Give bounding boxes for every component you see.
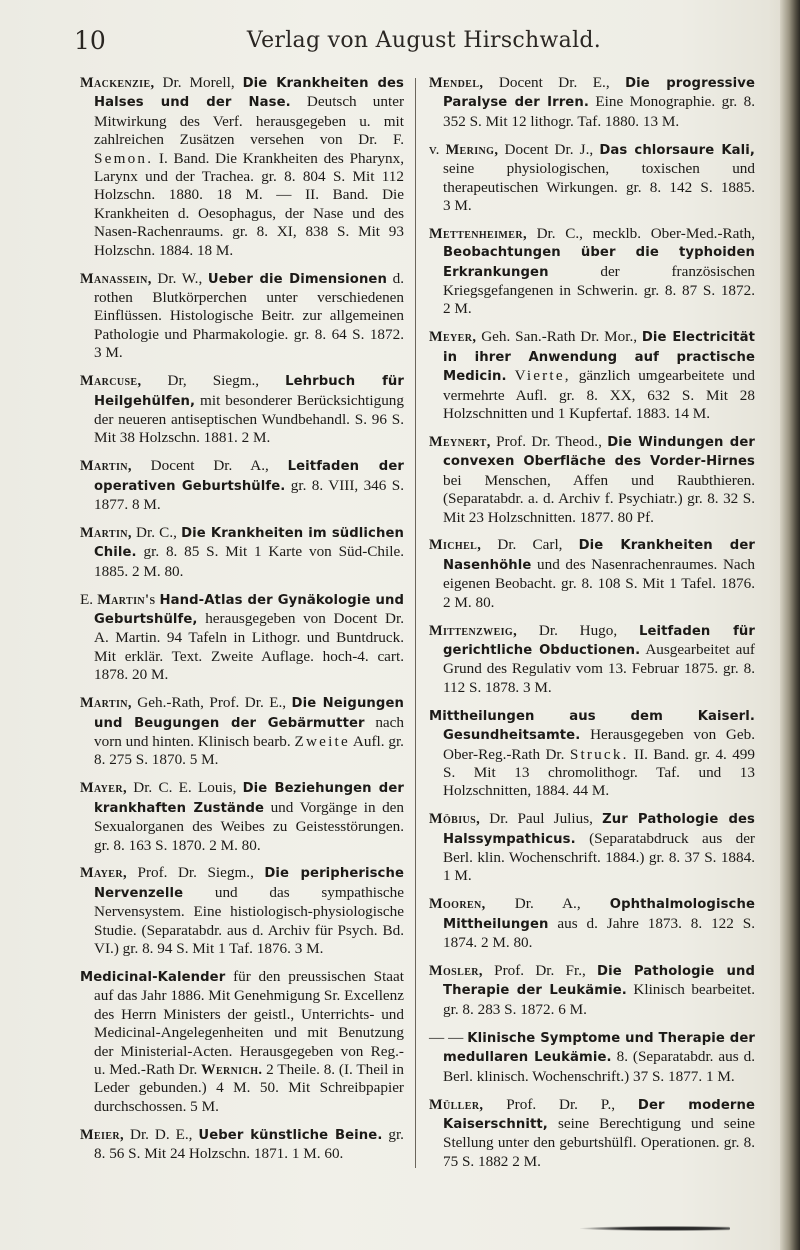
entry-text: mit besonderer Berücksichtigung der neueren antiseptischen Wundbehandl. S. 96 S. Mit 38 Holzschn. 1881. [94, 391, 404, 447]
entry-text: 8. (Separatabdr. aus d. Berl. klinisch. Wochenschrift.) 37 S. 1877. [443, 1048, 755, 1085]
entry-text: Dr. Paul Julius, [480, 810, 603, 828]
work-title: Die Beziehungen der krankhaften Zustände [94, 781, 404, 816]
catalogue-entry [429, 1096, 755, 1172]
entry-text: Geh. San.-Rath Dr. Mor., [476, 328, 642, 346]
entry-text: — — [429, 1028, 468, 1046]
price: 44 M. [572, 782, 610, 800]
entry-text: und des Nasenrachenraumes. Nach eigenen Beobacht. gr. 8. 108 S. Mit 1 Tafel. 1876. [443, 555, 755, 593]
price: 80 Pf. [617, 508, 654, 526]
price: 3 M. [443, 196, 472, 214]
entry-text: E. [80, 590, 98, 608]
work-title: Leitfaden für gerichtliche Obductionen. [443, 623, 755, 658]
price: 3 M. [94, 344, 123, 362]
entry-text: Eine Monographie. gr. 8. 352 S. Mit 12 lithogr. Taf. 1880. [443, 93, 755, 130]
entry-text: Dr. C., [131, 523, 182, 541]
entry-text: Klinisch bearbeitet. gr. 8. 283 S. 1872. [443, 981, 755, 1018]
work-title: Der moderne Kaiserschnitt, [443, 1097, 756, 1132]
price: 18 M. [196, 241, 234, 259]
price: 2 M. 80. [209, 836, 261, 854]
work-title: Leitfaden der operativen Geburtshülfe. [94, 459, 404, 494]
entry-text: Docent Dr. A., [131, 457, 288, 475]
author-name: Mayer, [80, 865, 127, 882]
work-title: Hand-Atlas der Gynäkologie und Geburtshülfe, [94, 592, 405, 628]
entry-text: aus d. Jahre 1873. 8. 122 S. 1874. [443, 914, 755, 952]
price: 2 M. [443, 300, 472, 318]
entry-text: gr. 8. 85 S. Mit 1 Karte von Süd-Chile. 1885. [94, 543, 404, 580]
entry-text: Prof. Dr. P., [483, 1095, 638, 1113]
catalogue-entry [429, 707, 755, 801]
price: 5 M. [190, 1097, 219, 1115]
catalogue-entry [80, 457, 404, 514]
entry-text: Dr. D. E., [124, 1125, 199, 1143]
column-divider [415, 78, 416, 1168]
catalogue-entry [429, 536, 755, 612]
catalogue-entry [429, 895, 755, 952]
author-name: Müller, [429, 1096, 484, 1113]
catalogue-entry [80, 864, 404, 958]
work-title: Ophthalmologische Mittheilungen [443, 897, 755, 932]
author-name: Mackenzie, [80, 75, 155, 91]
entry-text: Ausgearbeitet auf Grund des Regulativ vom 13. Februar 1875. gr. 8. 112 S. 1878. [443, 640, 755, 696]
page-number: 10 [74, 26, 106, 55]
price: 1 M. 60. [291, 1145, 344, 1163]
work-title: Die Krankheiten des Halses und der Nase. [94, 76, 405, 111]
work-title: Die Krankheiten der Nasenhöhle [443, 538, 755, 573]
author-name: Möbius, [429, 811, 481, 828]
entry-text: Dr. Morell, [154, 74, 243, 91]
work-title: Ueber künstliche Beine. [198, 1127, 383, 1143]
catalogue-entry [80, 74, 404, 260]
author-name: Meier, [80, 1126, 125, 1143]
right-column [429, 74, 755, 1181]
price: 3 M. [294, 940, 324, 958]
work-title: Medicinal-Kalender [80, 969, 226, 985]
entry-text: Aufl. gr. 8. 275 S. 1870. [94, 733, 404, 769]
entry-text: Dr. C. E. Louis, [127, 779, 243, 797]
price: 3 M. [523, 678, 552, 696]
catalogue-entry [429, 810, 755, 886]
author-name: Mering, [445, 141, 499, 158]
work-title: Die Krankheiten im südlichen Chile. [94, 525, 404, 561]
author-name: Martin's [97, 591, 156, 608]
catalogue-entry [429, 328, 755, 423]
price: 2 M. [241, 429, 271, 447]
entry-text: d. rothen Blutkörperchen unter verschiedenen Einflüssen. Histologische Beitr. zur allgemeinen Pathologie und Pharmakologie. gr. 8. 64 S. 1872. [94, 269, 405, 343]
entry-text: und das sympathische Nervensystem. Eine histiologisch-physiologische Studie. (Separatabdr. aus d. Archiv für Psych. Bd. VI.) gr. 8. 94 S. Mit 1 Taf. 1876. [94, 883, 404, 958]
entry-text: II. Band. gr. 4. 499 S. Mit 13 chromolithogr. Taf. und 13 Holzschnitten, 1884. [443, 745, 755, 800]
author-name: Mittenzweig, [429, 622, 518, 639]
catalogue-entry [429, 962, 755, 1019]
entry-text: (Separatabdruck aus der Berl. klin. Wochenschrift. 1884.) gr. 8. 37 S. 1884. [443, 829, 755, 867]
catalogue-entry [429, 141, 755, 216]
work-title: Klinische Symptome und Therapie der medullaren Leukämie. [443, 1030, 755, 1066]
entry-text: Prof. Dr. Fr., [482, 962, 598, 980]
entry-text: Geh.-Rath, Prof. Dr. E., [131, 694, 292, 712]
work-title: Das chlorsaure Kali, [599, 142, 755, 158]
entry-text: gänzlich umgearbeitete und vermehrte Aufl. gr. 8. XX, 632 S. Mit 28 Holzschnitten und 1 Kupfertaf. 1883. [443, 367, 755, 422]
entry-text: Dr. Carl, [481, 536, 579, 554]
price: 6 M. [558, 1000, 587, 1018]
entry-text: herausgegeben von Docent Dr. A. Martin. 94 Tafeln in Lithogr. und Buntdruck. Mit erklär. Text. Zweite Auflage. hoch-4. cart. 1878. [94, 610, 404, 684]
entry-text: seine Berechtigung und seine Stellung unter den geburtshülfl. Operationen. gr. 8. 75 S. 1882 [443, 1114, 755, 1170]
work-title: Zur Pathologie des Halssympathicus. [443, 812, 755, 847]
work-title: Die Neigungen und Beugungen der Gebärmutter [94, 696, 404, 731]
price: 13 M. [642, 112, 680, 130]
entry-text: für den preussischen Staat auf das Jahr 1886. Mit Genehmigung Sr. Excellenz des Herrn Ministers der geistl., Unterrichts- und Medicinal-Angelegenheiten und mit Benutzung der Ministerial-Acten. Herausgegeben von Reg.- u. Med.-Rath Dr. [94, 967, 405, 1078]
price: 2 M. 80. [480, 934, 533, 952]
work-title: Die Pathologie und Therapie der Leukämie. [443, 964, 755, 999]
author-name: Mosler, [429, 963, 483, 980]
catalogue-entry [80, 591, 404, 685]
catalogue-entry [429, 433, 755, 527]
ink-smudge [580, 1226, 730, 1231]
author-name: Mooren, [429, 896, 486, 913]
entry-text: seine physiologischen, toxischen und therapeutischen Wirkungen. gr. 8. 142 S. 1885. [443, 160, 755, 196]
running-head [74, 26, 774, 62]
author-name: Martin, [80, 695, 132, 712]
catalogue-entry [429, 1029, 755, 1086]
entry-text [507, 367, 515, 384]
price: 2 M. 80. [131, 562, 184, 580]
catalogue-entry [80, 372, 404, 448]
catalogue-entry [80, 779, 404, 855]
entry-text: I. Band. Die Krankheiten des Pharynx, Larynx und der Trachea. gr. 8. 804 S. Mit 112 Holzschn. 1880. 18 M. — II. Band. Die Krankheiten d. Oesophagus, der Nase und des Nasen-Rachenraums. gr. 8. XI, 838 S. Mit 93 Holzschn. 1884. [94, 149, 404, 259]
entry-text: gr. 8. VIII, 346 S. 1877. [94, 476, 404, 514]
entry-text: Dr. W., [151, 269, 208, 287]
price: 8 M. [131, 496, 161, 514]
price: 2 M. 80. [443, 593, 495, 611]
catalogue-entry [80, 1126, 404, 1164]
entry-text: nach vorn und hinten. Klinisch bearb. [94, 713, 405, 750]
spaced-text: Semon. [94, 149, 154, 167]
catalogue-entry [80, 694, 404, 770]
catalogue-entry [80, 270, 404, 363]
author-name: Mettenheimer, [429, 225, 527, 242]
entry-text: Dr. A., [485, 895, 610, 913]
catalogue-entry [429, 622, 755, 698]
entry-text: Dr, Siegm., [141, 372, 286, 390]
author-name: Marcuse, [80, 373, 142, 390]
spaced-text: Vierte, [514, 367, 571, 385]
author-name: Mendel, [429, 75, 484, 91]
entry-text: Deutsch unter Mitwirkung des Verf. herausgegeben u. mit zahlreichen Zusätzen versehen von Dr. F. [94, 93, 404, 149]
entry-text: bei Menschen, Affen und Raubthieren. (Separatabdr. a. d. Archiv f. Psychiatr.) gr. 8. 32 S. Mit 23 Holzschnitten. 1877. [443, 471, 755, 526]
author-name: Martin, [80, 524, 132, 541]
entry-text: gr. 8. 56 S. Mit 24 Holzschn. 1871. [94, 1125, 404, 1163]
price: 14 M. [673, 405, 711, 422]
entry-text: der französischen Kriegsgefangenen in Schwerin. gr. 8. 87 S. 1872. [443, 262, 755, 300]
author-name: Meyer, [429, 329, 477, 346]
work-title: Die progressive Paralyse der Irren. [443, 76, 755, 111]
catalogue-entry [429, 74, 755, 131]
author-name: Meynert, [429, 433, 491, 450]
page-edge-shadow [780, 0, 800, 1250]
spaced-text: Zweite [294, 733, 350, 750]
work-title: Die Electricität in ihrer Anwendung auf practische Medicin. [443, 330, 755, 385]
price: 2 M. [512, 1152, 541, 1170]
author-name: Martin, [80, 458, 132, 475]
running-head-title: Verlag von August Hirschwald. [246, 28, 602, 53]
entry-text: Dr. C., mecklb. Ober-Med.-Rath, [526, 224, 755, 242]
entry-text: Herausgegeben von Geb. Ober-Reg.-Rath Dr. [443, 726, 755, 763]
catalogue-entry [429, 225, 755, 319]
catalogue-entry [80, 968, 404, 1116]
price: 1 M. [705, 1067, 735, 1085]
entry-text: v. [429, 140, 446, 158]
entry-text: 2 Theile. 8. (I. Theil in Leder gebunden.) 4 M. 50. Mit Schreibpapier durchschossen. [94, 1061, 404, 1115]
work-title: Mittheilungen aus dem Kaiserl. Gesundheitsamte. [429, 708, 755, 744]
left-column [80, 74, 404, 1173]
catalogue-entry [80, 524, 404, 581]
author-name: Mayer, [80, 780, 127, 797]
entry-text: und Vorgänge in den Sexualorganen des Weibes zu Geistesstörungen. gr. 8. 163 S. 1870. [94, 798, 404, 854]
author-name: Michel, [429, 537, 482, 554]
entry-text: Prof. Dr. Siegm., [127, 864, 265, 882]
work-title: Die peripherische Nervenzelle [94, 866, 404, 901]
work-title: Die Windungen der convexen Oberfläche des Vorder-Hirnes [443, 434, 755, 470]
entry-text: Docent Dr. E., [483, 74, 626, 91]
work-title: Beobachtungen über die typhoiden Erkrankungen [443, 245, 755, 280]
spaced-text: Struck. [569, 745, 629, 763]
entry-text: Prof. Dr. Theod., [490, 432, 608, 450]
work-title: Lehrbuch für Heilgehülfen, [94, 374, 404, 409]
price: 5 M. [189, 751, 219, 769]
entry-text: Docent Dr. J., [498, 140, 600, 158]
entry-text: Dr. Hugo, [517, 621, 639, 639]
author-name: Manassein, [80, 270, 152, 287]
work-title: Ueber die Dimensionen [207, 271, 387, 287]
price: 20 M. [131, 666, 169, 684]
author-name: Wernich. [201, 1062, 263, 1078]
price: 1 M. [443, 867, 472, 885]
